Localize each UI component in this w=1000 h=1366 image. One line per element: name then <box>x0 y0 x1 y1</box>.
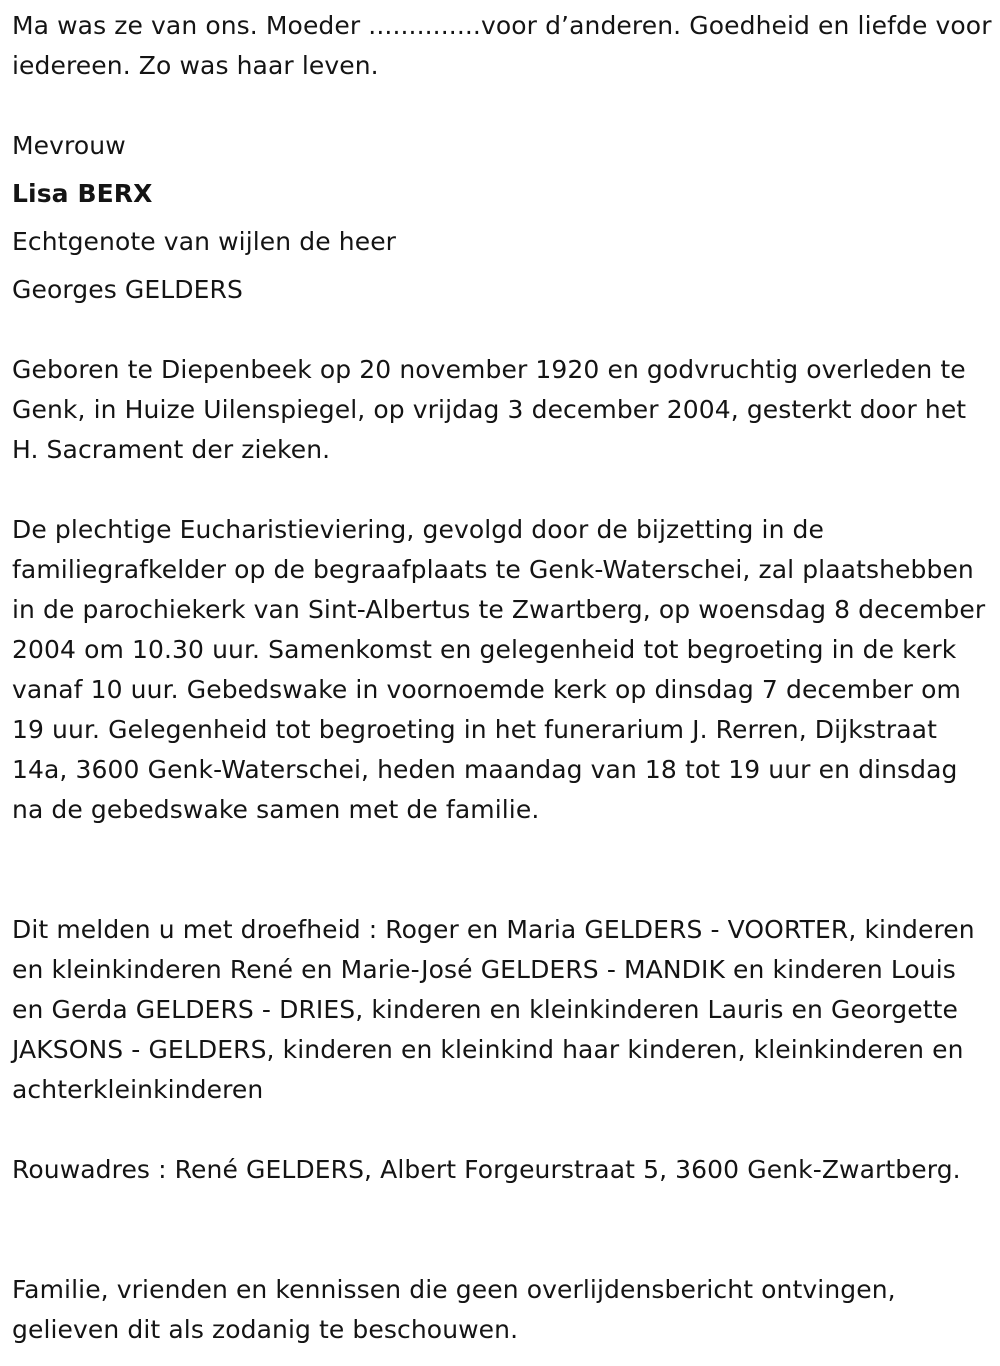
closing-paragraph: Familie, vrienden en kennissen die geen overlijdensbericht ontvingen, gelieven dit als zodanig te beschouwen. <box>12 1275 896 1344</box>
person-relation: Echtgenote van wijlen de heer <box>12 227 397 256</box>
ceremony-paragraph: De plechtige Eucharistieviering, gevolgd door de bijzetting in de familiegrafkelder op de begraafplaats te Genk-Waterschei, zal plaatshebben in de parochiekerk van Sint-Albertus te Zwartberg, op woensdag 8 december 2004 om 10.30 uur. Samenkomst en gelegenheid tot begroeting in de kerk vanaf 10 uur. Gebedswake in voornoemde kerk op dinsdag 7 december om 19 uur. Gelegenheid tot begroeting in het funerarium J. Rerren, Dijkstraat 14a, 3600 Genk-Waterschei, heden maandag van 18 tot 19 uur en dinsdag na de gebedswake samen met de familie. <box>12 515 986 824</box>
intro-paragraph: Ma was ze van ons. Moeder ..............voor d’anderen. Goedheid en liefde voor iedereen. Zo was haar leven. <box>12 11 992 80</box>
announcement-paragraph: Dit melden u met droefheid : Roger en Maria GELDERS - VOORTER, kinderen en kleinkinderen René en Marie-José GELDERS - MANDIK en kinderen Louis en Gerda GELDERS - DRIES, kinderen en kleinkinderen Lauris en Georgette JAKSONS - GELDERS, kinderen en kleinkind haar kinderen, kleinkinderen en achterkleinkinderen <box>12 915 975 1104</box>
mourning-address: Rouwadres : René GELDERS, Albert Forgeurstraat 5, 3600 Genk-Zwartberg. <box>12 1155 961 1184</box>
person-name: Lisa BERX <box>12 179 153 208</box>
person-title: Mevrouw <box>12 131 126 160</box>
spouse-name: Georges GELDERS <box>12 275 243 304</box>
birth-death-paragraph: Geboren te Diepenbeek op 20 november 1920 en godvruchtig overleden te Genk, in Huize Uilenspiegel, op vrijdag 3 december 2004, gesterkt door het H. Sacrament der zieken. <box>12 355 967 464</box>
